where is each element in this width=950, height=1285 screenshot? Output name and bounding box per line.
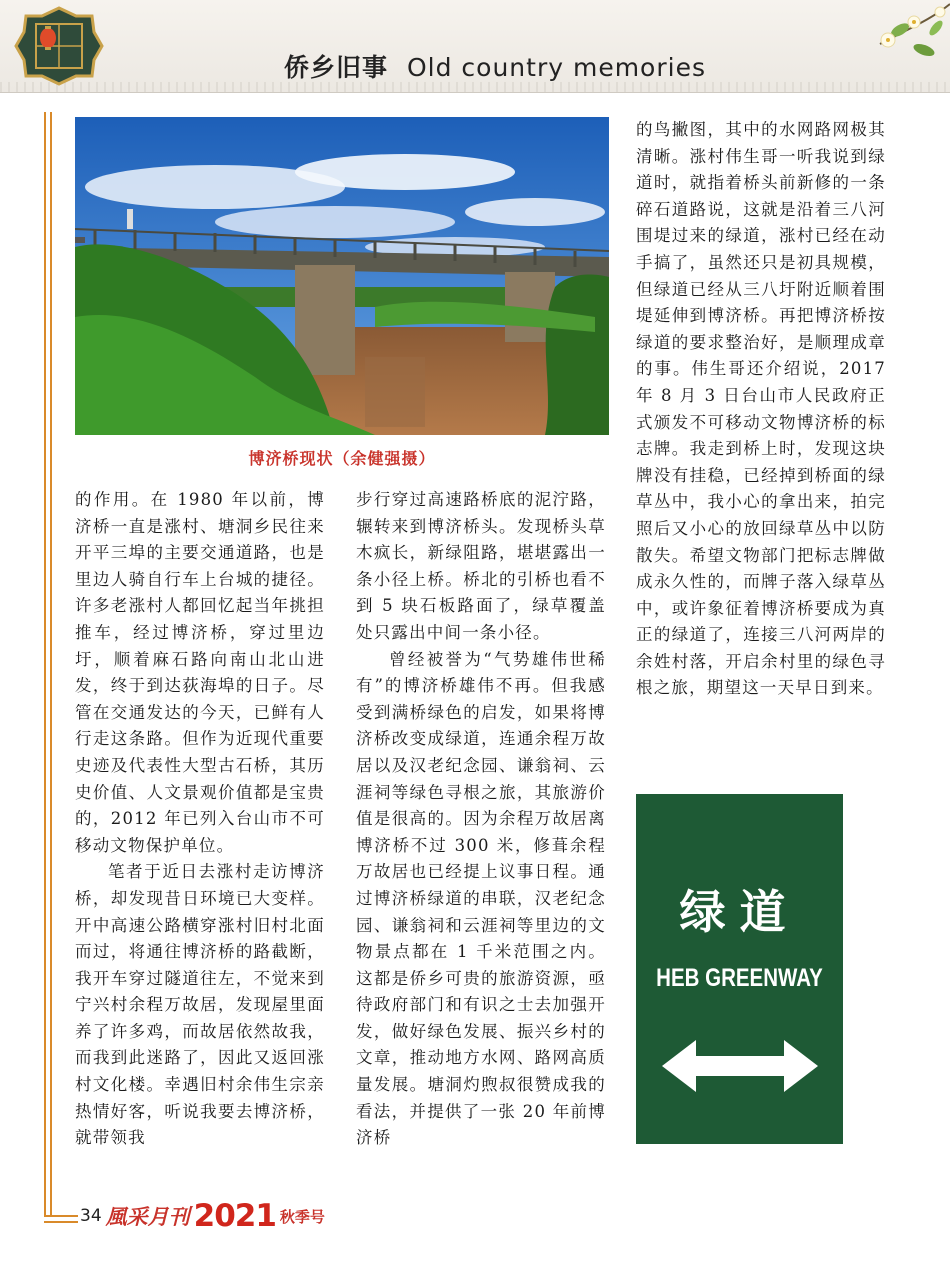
page-footer: [80, 1198, 325, 1234]
double-arrow-icon: [662, 1040, 818, 1092]
paragraph: 步行穿过高速路桥底的泥泞路，辗转来到博济桥头。发现桥头草木疯长，新绿阻路，堪堪露出一条小径上桥。桥北的引桥也看不到 5 块石板路面了，绿草覆盖处只露出中间一条小径。: [356, 490, 606, 642]
section-title-cn: 侨乡旧事: [284, 53, 389, 82]
article-column-2: [356, 487, 606, 1152]
paragraph: 笔者于近日去涨村走访博济桥，却发现昔日环境已大变样。开中高速公路横穿涨村旧村北面而过，将通往博济桥的路截断，我开车穿过隧道往左，不觉来到宁兴村余程万故居，发现屋里面养了许多鸡，而故居依然故我，而我到此迷路了，因此又返回涨村文化楼。幸遇旧村余伟生宗亲热情好客，听说我要去博济桥，就带领我: [75, 862, 325, 1148]
page-number: 34: [80, 1206, 102, 1226]
paragraph: 的鸟撇图，其中的水网路网极其清晰。涨村伟生哥一听我说到绿道时，就指着桥头前新修的一条碎石道路说，这就是沿着三八河围堤过来的绿道，涨村已经在动手搞了，虽然还只是初具规模，但绿道已经从三八圩附近顺着围堤延伸到博济桥。再把博济桥按绿道的要求整治好，是顺理成章的事。伟生哥还介绍说，2017 年 8 月 3 日台山市人民政府正式颁发不可移动文物博济桥的标志牌。我走到桥上时，发现这块牌没有挂稳，已经掉到桥面的绿草丛中，我小心的拿出来，拍完照后又小心的放回绿草丛中以防散失。希望文物部门把标志牌做成永久性的，而牌子落入绿草丛中，或许象征着博济桥要成为真正的绿道了，连接三八河两岸的余姓村落，开启余村里的绿色寻根之旅，期望这一天早日到来。: [636, 120, 886, 698]
page-frame-corner: [44, 1215, 78, 1223]
section-title: [284, 48, 706, 88]
page-frame-line: [44, 112, 52, 1217]
paragraph: 的作用。在 1980 年以前，博济桥一直是涨村、塘洞乡民往来开平三埠的主要交通道路，也是里边人骑自行车上台城的捷径。许多老涨村人都回忆起当年挑担推车，经过博济桥，穿过里边圩，顺着麻石路向南山北山进发，终于到达荻海埠的日子。尽管在交通发达的今天，已鲜有人行走这条路。但作为近现代重要史迹及代表性大型古石桥，其历史价值、人文景观价值都是宝贵的，2012 年已列入台山市不可移动文物保护单位。: [75, 490, 325, 855]
section-title-en: Old country memories: [406, 53, 706, 82]
sign-title-en: HEB GREENWAY: [656, 964, 823, 992]
article-column-1: [75, 487, 325, 1152]
lantern-emblem-icon: [14, 6, 104, 86]
magazine-issue: 秋季号: [279, 1207, 325, 1226]
blossom-decoration-icon: [840, 0, 950, 80]
sign-title-cn: 绿道: [679, 885, 800, 939]
magazine-year: 2021: [193, 1198, 276, 1234]
page-header: [0, 0, 950, 93]
greenway-sign: [636, 794, 843, 1144]
magazine-name: 風采月刊: [105, 1204, 190, 1229]
photo-caption: 博济桥现状（余健强摄）: [248, 449, 436, 468]
article-column-3: [636, 117, 886, 702]
paragraph: 曾经被誉为“气势雄伟世稀有”的博济桥雄伟不再。但我感受到满桥绿色的启发，如果将博济桥改变成绿道，连通余程万故居以及汉老纪念园、谦翁祠、云涯祠等绿色寻根之旅，其旅游价值是很高的。因为余程万故居离博济桥不过 300 米，修葺余程万故居也已经提上议事日程。通过博济桥绿道的串联，汉老纪念园、谦翁祠和云涯祠等里边的文物景点都在 1 千米范围之内。这都是侨乡可贵的旅游资源，亟待政府部门和有识之士去加强开发，做好绿色发展、振兴乡村的文章，推动地方水网、路网高质量发展。塘洞灼煦叔很赞成我的看法，并提供了一张 20 年前博济桥: [356, 649, 606, 1148]
bridge-photo: [75, 117, 609, 435]
